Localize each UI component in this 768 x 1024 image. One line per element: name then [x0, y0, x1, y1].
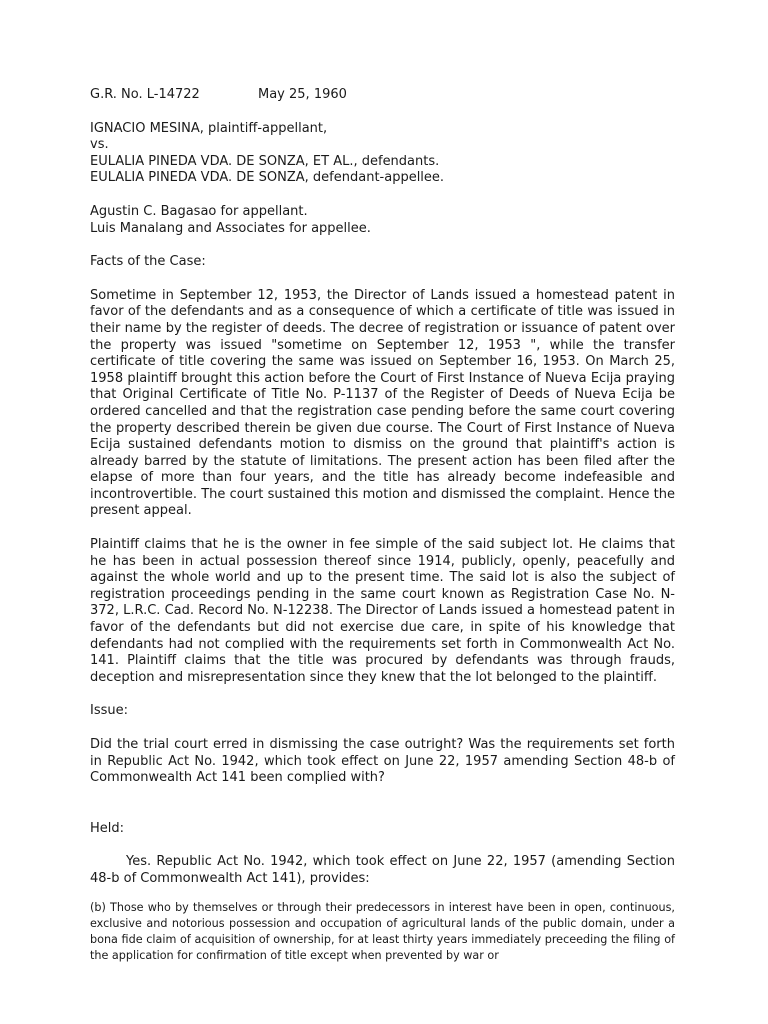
- gr-number: G.R. No. L-14722: [90, 87, 200, 102]
- facts-paragraph-2: Plaintiff claims that he is the owner in fee simple of the said subject lot. He claims that he has been in actual possession thereof since 1914, publicly, openly, peacefully and against the whole world and up to the present time. The said lot is also the subject of registration proceedings pending in the same court known as Registration Case No. N-372, L.R.C. Cad. Record No. N-12238. The Director of Lands issued a homestead patent in favor of the defendants but did not exercise due care, in spite of his knowledge that defendants had not complied with the requirements set forth in Commonwealth Act No. 141. Plaintiff claims that the title was procured by defendants was through frauds, deception and misrepresentation since they knew that the lot belonged to the plaintiff.: [90, 537, 675, 685]
- issue-paragraph: Did the trial court erred in dismissing the case outright? Was the requirements set forth in Republic Act No. 1942, which took effect on June 22, 1957 amending Section 48-b of Commonwealth Act 141 been complied with?: [90, 737, 675, 786]
- party-plaintiff: IGNACIO MESINA, plaintiff-appellant,: [90, 120, 328, 136]
- party-defendant-appellee: EULALIA PINEDA VDA. DE SONZA, defendant-appellee.: [90, 170, 445, 186]
- case-header: [90, 87, 675, 104]
- issue-heading: Issue:: [90, 703, 128, 719]
- quoted-provision: (b) Those who by themselves or through their predecessors in interest have been in open, continuous, exclusive and notorious possession and occupation of agricultural lands of the public domain, under a bona fide claim of acquisition of ownership, for at least thirty years immediately preceeding the filing of the application for confirmation of title except when prevented by war or: [90, 900, 675, 962]
- counsel-appellant: Agustin C. Bagasao for appellant.: [90, 203, 308, 219]
- facts-heading: Facts of the Case:: [90, 254, 206, 270]
- counsel-appellee: Luis Manalang and Associates for appellee.: [90, 220, 371, 236]
- held-paragraph: Yes. Republic Act No. 1942, which took effect on June 22, 1957 (amending Section 48-b of Commonwealth Act 141), provides:: [90, 854, 675, 886]
- parties-block: [90, 121, 675, 187]
- counsel-block: [90, 204, 675, 237]
- party-versus: vs.: [90, 137, 109, 153]
- document-page: [90, 87, 675, 964]
- held-heading: Held:: [90, 820, 125, 836]
- party-defendants: EULALIA PINEDA VDA. DE SONZA, ET AL., defendants.: [90, 153, 440, 169]
- facts-paragraph-1: Sometime in September 12, 1953, the Director of Lands issued a homestead patent in favor of the defendants and as a consequence of which a certificate of title was issued in their name by the register of deeds. The decree of registration or issuance of patent over the property was issued "sometime on September 12, 1953 ", while the transfer certificate of title covering the same was issued on September 16, 1953. On March 25, 1958 plaintiff brought this action before the Court of First Instance of Nueva Ecija praying that Original Certificate of Title No. P-1137 of the Register of Deeds of Nueva Ecija be ordered cancelled and that the registration case pending before the same court covering the property described therein be given due course. The Court of First Instance of Nueva Ecija sustained defendants motion to dismiss on the ground that plaintiff's action is already barred by the statute of limitations. The present action has been filed after the elapse of more than four years, and the title has already become indefeasible and incontrovertible. The court sustained this motion and dismissed the complaint. Hence the present appeal.: [90, 287, 675, 519]
- decision-date: May 25, 1960: [258, 87, 347, 102]
